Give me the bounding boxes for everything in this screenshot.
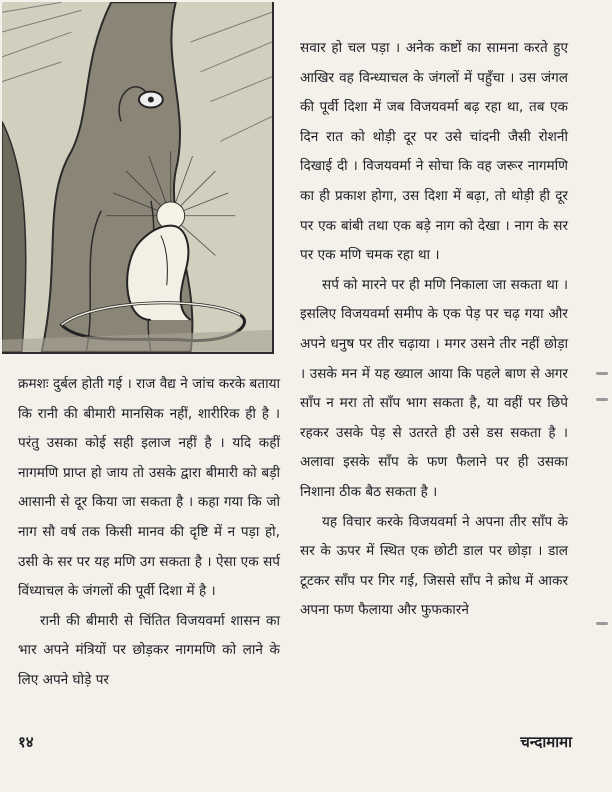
page-number: १४	[18, 733, 34, 751]
right-text-column	[300, 34, 568, 626]
page-edge-mark	[596, 398, 608, 401]
paragraph: सवार हो चल पड़ा । अनेक कष्टों का सामना करते हुए आखिर वह विन्ध्याचल के जंगलों में पहुँचा । उस जंगल की पूर्वी दिशा में जब विजयवर्मा बढ़ रहा था, तब एक दिन रात को थोड़ी दूर पर उसे चांदनी जैसी रोशनी दिखाई दी । विजयवर्मा ने सोचा कि वह जरूर नागमणि का ही प्रकाश होगा, उस दिशा में बढ़ा, तो थोड़ी ही दूर पर एक बांबी तथा एक बड़े नाग को देखा । नाग के सर पर एक मणि चमक रहा था ।	[300, 40, 568, 264]
page-edge-mark	[596, 372, 608, 375]
left-text-column	[18, 370, 280, 696]
page-edge-mark	[596, 622, 608, 625]
paragraph: यह विचार करके विजयवर्मा ने अपना तीर साँप के सर के ऊपर में स्थित एक छोटी डाल पर छोड़ा । डाल टूटकर साँप पर गिर गई, जिससे साँप ने क्रोध में आकर अपना फण फैलाया और फुफकारने	[300, 513, 568, 619]
cobra-illustration	[2, 2, 274, 354]
paragraph: रानी की बीमारी से चिंतित विजयवर्मा शासन का भार अपने मंत्रियों पर छोड़कर नागमणि को लाने के लिए अपने घोड़े पर	[18, 612, 280, 688]
magazine-name: चन्दामामा	[520, 733, 572, 751]
cobra-with-jewel-illustration-icon	[2, 2, 272, 352]
paragraph: क्रमशः दुर्बल होती गई । राज वैद्य ने जांच करके बताया कि रानी की बीमारी मानसिक नहीं, शारीरिक ही है । परंतु उसका कोई सही इलाज नहीं है । यदि कहीं नागमणि प्राप्त हो जाय तो उसके द्वारा बीमारी को बड़ी आसानी से दूर किया जा सकता है । कहा गया कि जो नाग सौ वर्ष तक किसी मानव की दृष्टि में न पड़ा हो, उसी के सर पर यह मणि उग सकता है । ऐसा एक सर्प विंध्याचल के जंगलों की पूर्वी दिशा में है ।	[18, 376, 280, 600]
paragraph: सर्प को मारने पर ही मणि निकाला जा सकता था । इसलिए विजयवर्मा समीप के एक पेड़ पर चढ़ गया और अपने धनुष पर तीर चढ़ाया । मगर उसने तीर नहीं छोड़ा । उसके मन में यह ख्याल आया कि पहले बाण से अगर साँप न मरा तो साँप भाग सकता है, या वहीं पर छिपे रहकर उसके पेड़ से उतरते ही उसे डस सकता है । अलावा इसके साँप के फण फैलाने पर ही उसका निशाना ठीक बैठ सकता है ।	[300, 276, 568, 500]
